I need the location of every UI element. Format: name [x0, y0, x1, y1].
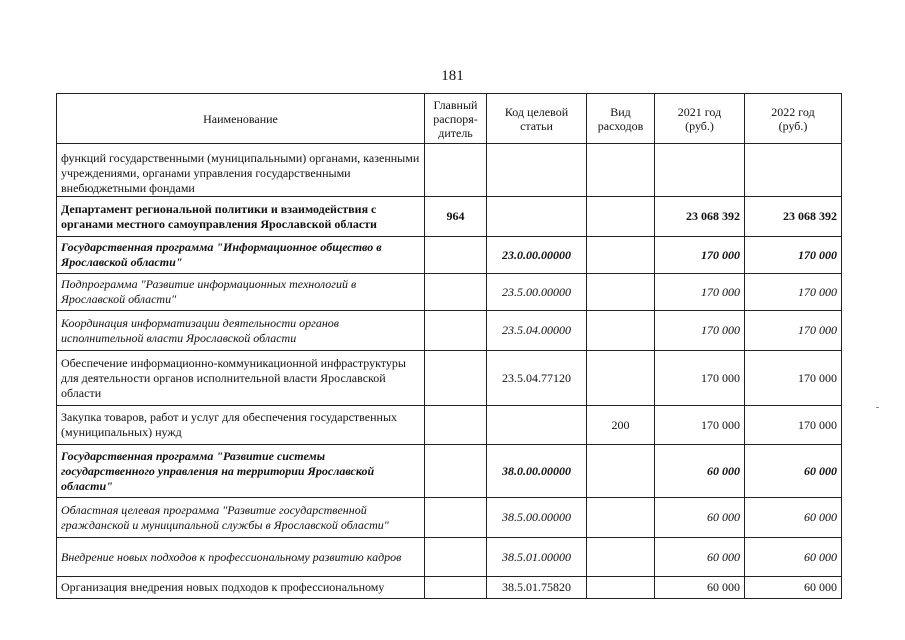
row-name: Внедрение новых подходов к профессиональному развитию кадров	[57, 538, 425, 577]
row-chief	[425, 577, 487, 599]
row-2021: 170 000	[655, 406, 745, 445]
row-type	[587, 197, 655, 237]
row-chief	[425, 311, 487, 351]
row-type	[587, 577, 655, 599]
row-code: 23.5.04.77120	[487, 351, 587, 406]
row-code: 23.5.04.00000	[487, 311, 587, 351]
row-type	[587, 445, 655, 498]
row-code: 23.0.00.00000	[487, 237, 587, 274]
row-type	[587, 351, 655, 406]
table-row	[57, 406, 842, 445]
header-type: Вид расходов	[587, 94, 655, 144]
row-type	[587, 311, 655, 351]
row-2022: 60 000	[745, 498, 842, 538]
header-2022: 2022 год (руб.)	[745, 94, 842, 144]
row-2021: 170 000	[655, 351, 745, 406]
table-row	[57, 311, 842, 351]
row-2021: 60 000	[655, 445, 745, 498]
row-code: 38.5.01.00000	[487, 538, 587, 577]
row-type	[587, 274, 655, 311]
row-type	[587, 538, 655, 577]
row-name: функций государственными (муниципальными) органами, казенными учреждениями, органами управления государственными внебюджетными фондами	[57, 144, 425, 197]
row-name: Областная целевая программа "Развитие государственной гражданской и муниципальной службы в Ярославской области"	[57, 498, 425, 538]
row-name: Государственная программа "Развитие системы государственного управления на территории Ярославской области"	[57, 445, 425, 498]
row-code	[487, 197, 587, 237]
table-row	[57, 237, 842, 274]
row-2022	[745, 144, 842, 197]
row-code: 38.5.00.00000	[487, 498, 587, 538]
row-2021: 60 000	[655, 577, 745, 599]
row-type	[587, 144, 655, 197]
row-2021: 60 000	[655, 498, 745, 538]
table-header-row	[57, 94, 842, 144]
table-row	[57, 577, 842, 599]
header-code: Код целевой статьи	[487, 94, 587, 144]
header-name: Наименование	[57, 94, 425, 144]
table-row	[57, 351, 842, 406]
table-row	[57, 144, 842, 197]
row-chief	[425, 144, 487, 197]
table-row	[57, 498, 842, 538]
budget-table	[56, 93, 842, 599]
row-name: Координация информатизации деятельности органов исполнительной власти Ярославской области	[57, 311, 425, 351]
row-chief	[425, 498, 487, 538]
row-2021: 170 000	[655, 274, 745, 311]
row-type	[587, 498, 655, 538]
row-2022: 170 000	[745, 274, 842, 311]
row-2022: 170 000	[745, 311, 842, 351]
row-name: Организация внедрения новых подходов к профессиональному	[57, 577, 425, 599]
row-chief	[425, 237, 487, 274]
row-2022: 23 068 392	[745, 197, 842, 237]
row-chief: 964	[425, 197, 487, 237]
row-name: Закупка товаров, работ и услуг для обеспечения государственных (муниципальных) нужд	[57, 406, 425, 445]
row-chief	[425, 274, 487, 311]
row-type: 200	[587, 406, 655, 445]
row-type	[587, 237, 655, 274]
row-code: 38.0.00.00000	[487, 445, 587, 498]
row-name: Департамент региональной политики и взаимодействия с органами местного самоуправления Ярославской области	[57, 197, 425, 237]
row-2022: 170 000	[745, 406, 842, 445]
row-2022: 60 000	[745, 577, 842, 599]
row-chief	[425, 445, 487, 498]
row-2022: 60 000	[745, 445, 842, 498]
header-2021: 2021 год (руб.)	[655, 94, 745, 144]
row-name: Подпрограмма "Развитие информационных технологий в Ярославской области"	[57, 274, 425, 311]
row-2021: 23 068 392	[655, 197, 745, 237]
row-2022: 170 000	[745, 237, 842, 274]
row-2021	[655, 144, 745, 197]
table-row	[57, 445, 842, 498]
row-2021: 170 000	[655, 237, 745, 274]
row-code	[487, 144, 587, 197]
page-number: 181	[441, 68, 464, 84]
row-code: 38.5.01.75820	[487, 577, 587, 599]
table-row	[57, 538, 842, 577]
row-name: Обеспечение информационно-коммуникационной инфраструктуры для деятельности органов исполнительной власти Ярославской области	[57, 351, 425, 406]
row-2021: 170 000	[655, 311, 745, 351]
row-2022: 170 000	[745, 351, 842, 406]
row-2021: 60 000	[655, 538, 745, 577]
row-2022: 60 000	[745, 538, 842, 577]
table-row	[57, 274, 842, 311]
row-code: 23.5.00.00000	[487, 274, 587, 311]
row-code	[487, 406, 587, 445]
row-chief	[425, 351, 487, 406]
table-row	[57, 197, 842, 237]
row-chief	[425, 538, 487, 577]
scan-mark	[876, 407, 879, 408]
row-chief	[425, 406, 487, 445]
header-chief: Главный распоря- дитель	[425, 94, 487, 144]
row-name: Государственная программа "Информационное общество в Ярославской области"	[57, 237, 425, 274]
